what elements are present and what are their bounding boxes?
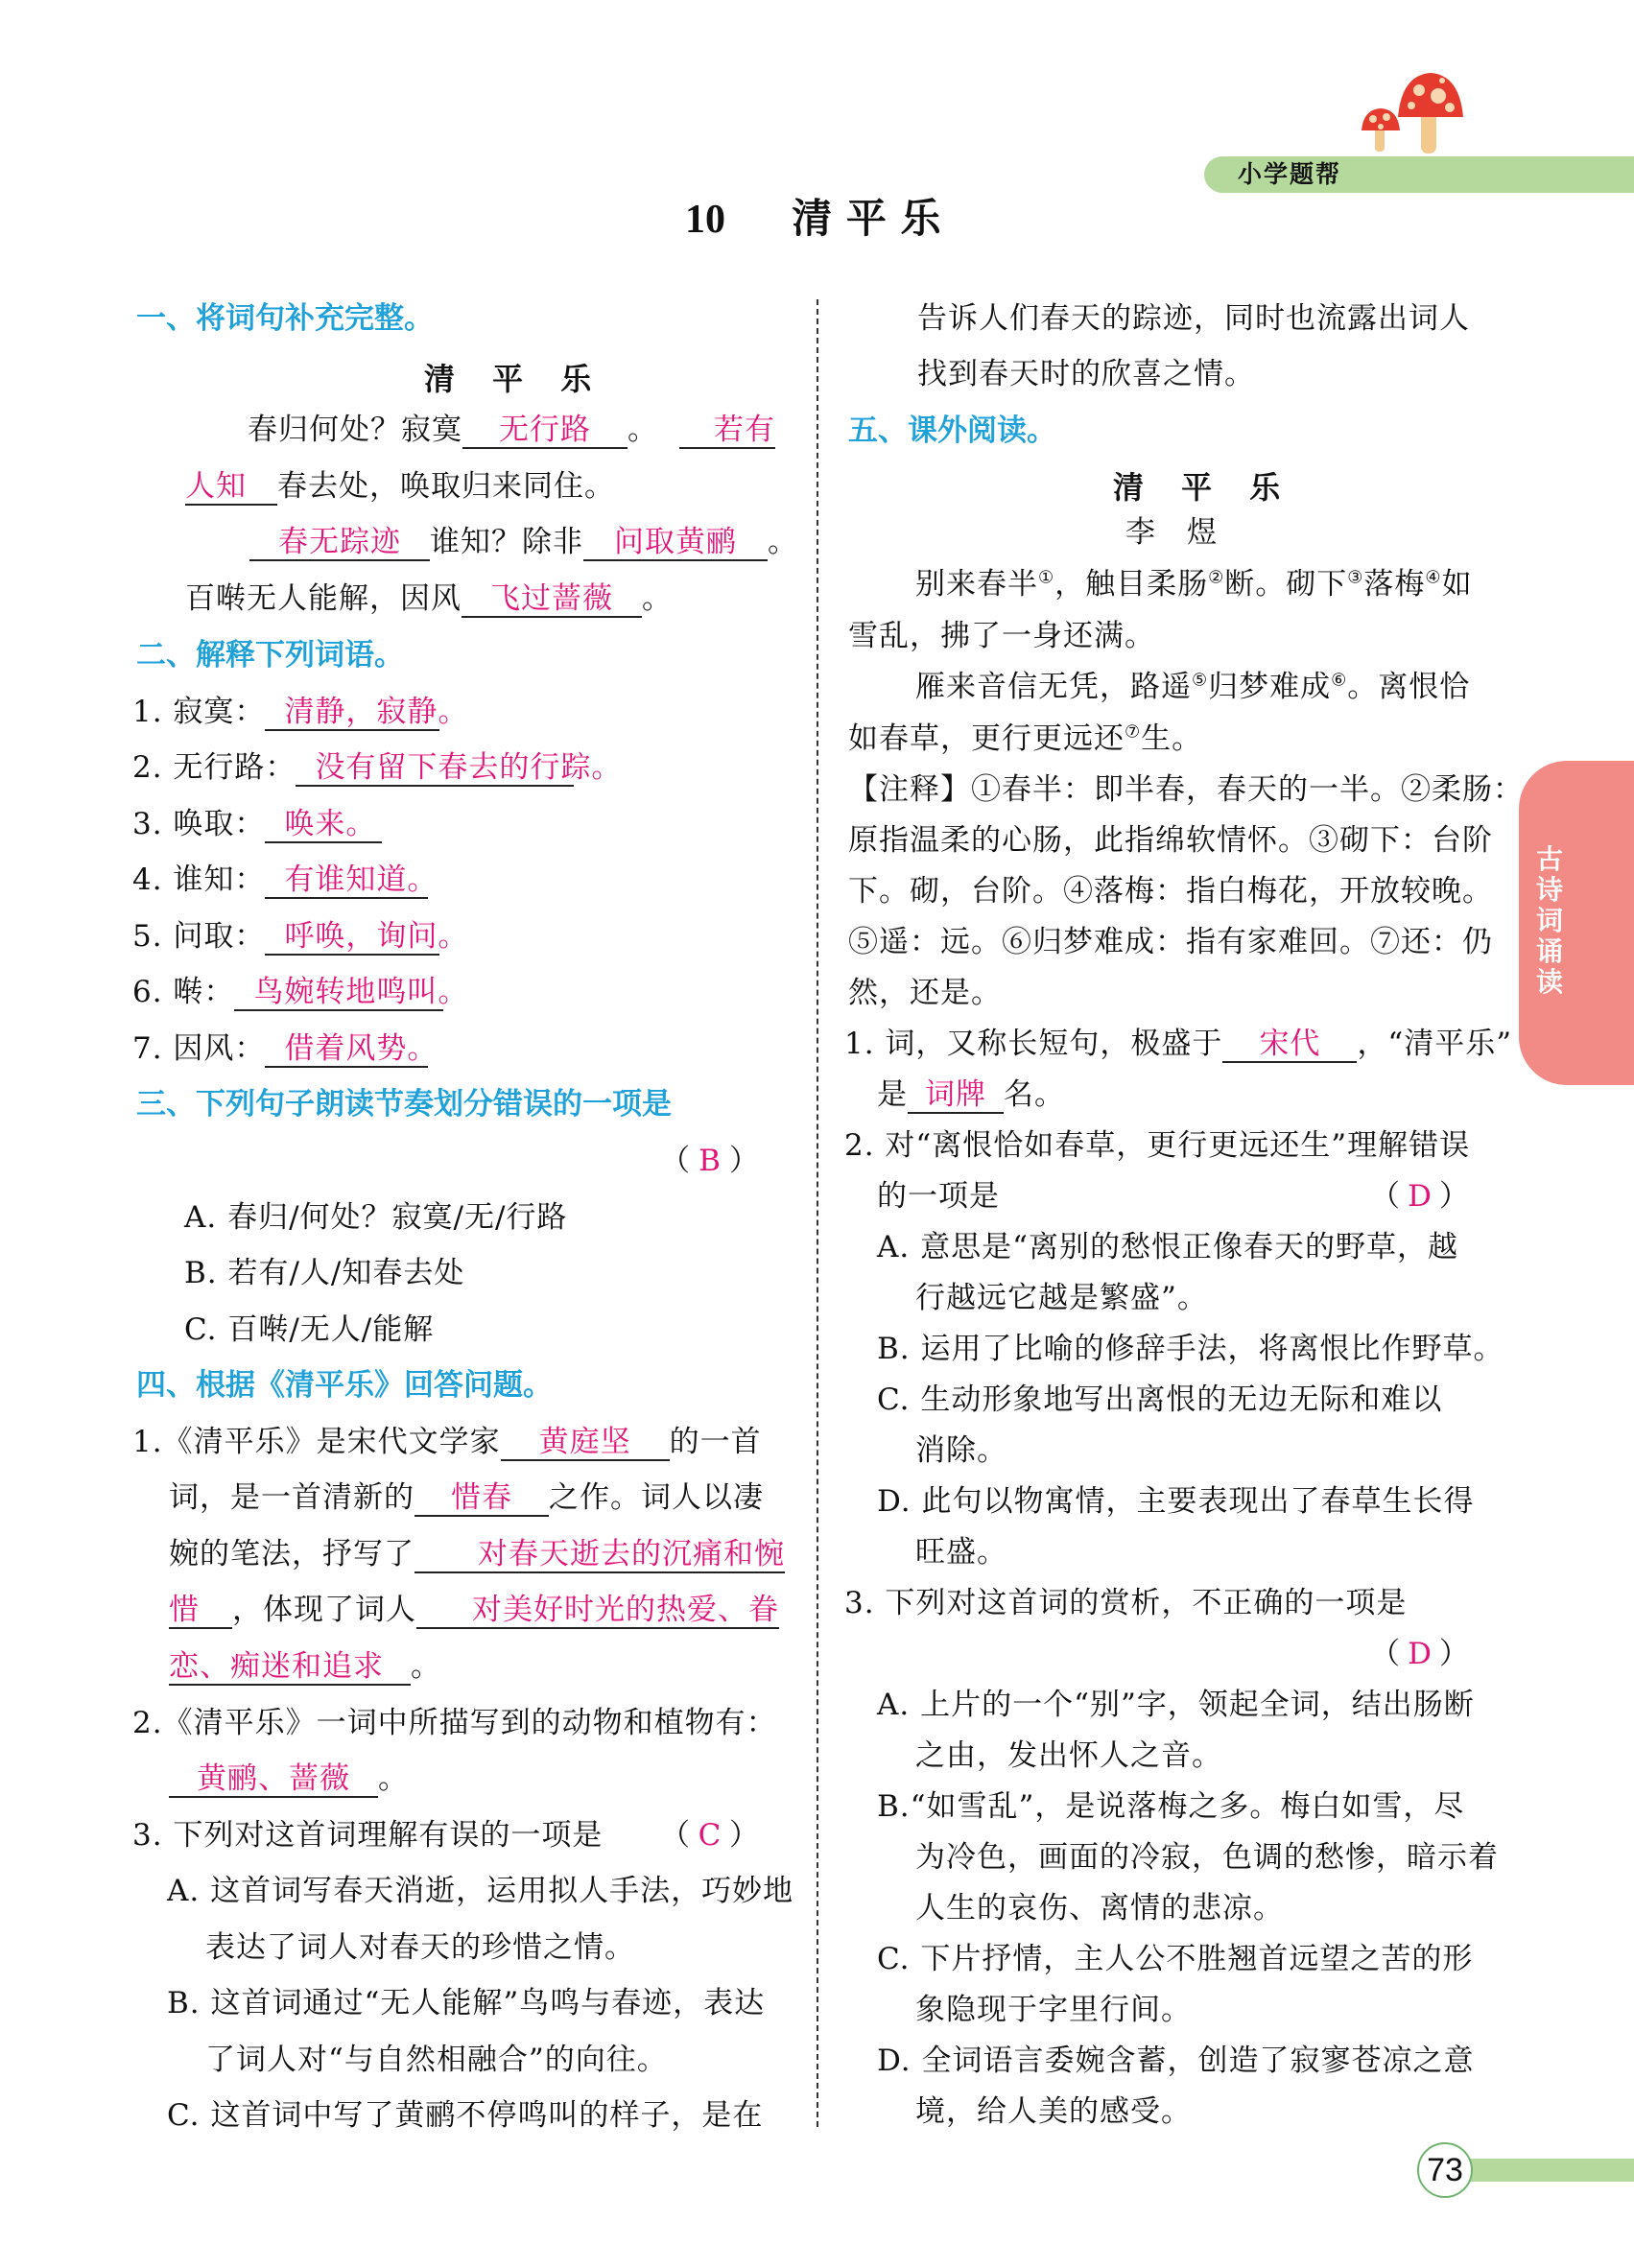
mushroom-icon bbox=[1358, 59, 1473, 155]
answer-blank: 呼唤，询问。 bbox=[265, 919, 439, 956]
answer-blank: 黄鹂、蔷薇 bbox=[169, 1761, 378, 1798]
option-b: B. 若有/人/知春去处 bbox=[184, 1256, 465, 1290]
section-4-heading: 四、根据《清平乐》回答问题。 bbox=[136, 1368, 553, 1403]
poem-title: 清 平 乐 bbox=[424, 361, 605, 397]
reading-line-4: 如春草，更行更远还⑦生。 bbox=[848, 721, 1203, 756]
term-row: 6. 啭： 鸟婉转地鸣叫。 bbox=[132, 975, 469, 1009]
poem-line-1: 春归何处？寂寞 无行路 。 若有 bbox=[248, 413, 775, 447]
answer-blank: 春无踪迹 bbox=[249, 525, 430, 561]
answer-blank: 宋代 bbox=[1222, 1027, 1357, 1063]
page-number: 73 bbox=[1417, 2142, 1473, 2198]
r-q3-option-c: C. 下片抒情，主人公不胜翘首远望之苦的形 bbox=[877, 1942, 1474, 1976]
answer-bracket: （ D ） bbox=[1370, 1637, 1470, 1671]
q2-answer-line: 黄鹂、蔷薇 。 bbox=[169, 1760, 409, 1798]
answer-bracket: （ B ） bbox=[660, 1144, 760, 1178]
q3-option-b-cont: 了词人对“与自然相融合”的向往。 bbox=[205, 2043, 668, 2077]
answer-blank: 问取黄鹂 bbox=[583, 525, 768, 561]
answer-blank: 惜春 bbox=[414, 1480, 549, 1517]
q3-option-a-cont: 表达了词人对春天的珍惜之情。 bbox=[205, 1930, 635, 1965]
r-q2-option-c-cont: 消除。 bbox=[915, 1433, 1007, 1468]
term-row: 1. 寂寞： 清静，寂静。 bbox=[132, 695, 469, 729]
q3-option-a: A. 这首词写春天消逝，运用拟人手法，巧妙地 bbox=[167, 1874, 794, 1908]
option-a: A. 春归/何处？寂寞/无/行路 bbox=[184, 1200, 568, 1235]
q2-text: 2.《清平乐》一词中所描写到的动物和植物有： bbox=[132, 1706, 777, 1740]
answer-blank: 有谁知道。 bbox=[265, 862, 428, 899]
q3-option-c: C. 这首词中写了黄鹂不停鸣叫的样子，是在 bbox=[167, 2098, 764, 2133]
option-c: C. 百啭/无人/能解 bbox=[184, 1312, 435, 1347]
r-q3-option-b-cont-2: 人生的哀伤、离情的悲凉。 bbox=[915, 1891, 1284, 1925]
section-2-heading: 二、解释下列词语。 bbox=[136, 638, 404, 673]
r-q1-line-1: 1. 词，又称长短句，极盛于 宋代 ，“清平乐” bbox=[844, 1027, 1513, 1061]
q1-line-4: 惜 ，体现了词人 对美好时光的热爱、眷 bbox=[169, 1593, 779, 1627]
r-q2-option-b: B. 运用了比喻的修辞手法，将离恨比作野草。 bbox=[877, 1332, 1504, 1366]
r-q2-option-a: A. 意思是“离别的愁恨正像春天的野草，越 bbox=[877, 1230, 1458, 1264]
q3-option-b: B. 这首词通过“无人能解”鸟鸣与春迹，表达 bbox=[167, 1986, 766, 2020]
q1-line-2: 词，是一首清新的 惜春 之作。词人以凄 bbox=[169, 1480, 764, 1515]
page-title bbox=[685, 192, 941, 247]
poem-line-4: 百啭无人能解，因风 飞过蔷薇 。 bbox=[185, 581, 673, 616]
poem-line-2: 人知 春去处，唤取归来同住。 bbox=[185, 469, 615, 504]
answer-blank: 词牌 bbox=[908, 1077, 1004, 1114]
q3-option-c-cont: 告诉人们春天的踪迹，同时也流露出词人 bbox=[917, 301, 1470, 336]
section-5-heading: 五、课外阅读。 bbox=[848, 413, 1056, 448]
r-q3-option-b-cont: 为冷色，画面的冷寂，色调的愁惨，暗示着 bbox=[915, 1840, 1499, 1875]
choice-answer: D bbox=[1408, 1637, 1433, 1671]
notes-line: ⑤遥：远。⑥归梦难成：指有家难回。⑦还：仍 bbox=[848, 925, 1493, 959]
column-divider bbox=[817, 299, 818, 2127]
term-row: 2. 无行路： 没有留下春去的行踪。 bbox=[132, 750, 623, 785]
answer-blank: 对春天逝去的沉痛和惋 bbox=[414, 1537, 785, 1573]
page-bar bbox=[1463, 2159, 1634, 2182]
r-q3-option-c-cont: 象隐现于字里行间。 bbox=[915, 1993, 1192, 2027]
r-q2-option-d-cont: 旺盛。 bbox=[915, 1535, 1007, 1570]
answer-blank: 唤来。 bbox=[265, 807, 382, 843]
notes-line: 原指温柔的心肠，此指绵软情怀。③砌下：台阶 bbox=[848, 823, 1493, 858]
answer-blank: 清静，寂静。 bbox=[265, 695, 439, 731]
poem-line-3: 春无踪迹 谁知？除非 问取黄鹂 。 bbox=[249, 523, 798, 561]
r-q3-option-d: D. 全词语言委婉含蓄，创造了寂寥苍凉之意 bbox=[877, 2044, 1475, 2078]
choice-answer: B bbox=[699, 1144, 722, 1178]
lesson-title: 清 平 乐 bbox=[792, 195, 941, 242]
answer-blank: 人知 bbox=[185, 469, 277, 506]
r-q2-option-c: C. 生动形象地写出离恨的无边无际和难以 bbox=[877, 1382, 1443, 1417]
answer-bracket: （ D ） bbox=[1370, 1179, 1470, 1214]
section-1-heading: 一、将词句补充完整。 bbox=[136, 301, 434, 336]
answer-blank: 没有留下春去的行踪。 bbox=[296, 750, 574, 787]
reading-author: 李 煜 bbox=[1125, 515, 1218, 550]
r-q3-line-1: 3. 下列对这首词的赏析，不正确的一项是 bbox=[844, 1586, 1408, 1620]
reading-poem-title: 清 平 乐 bbox=[1113, 469, 1294, 506]
answer-blank: 惜 bbox=[169, 1593, 232, 1629]
answer-blank: 对美好时光的热爱、眷 bbox=[416, 1593, 779, 1629]
choice-answer: C bbox=[698, 1818, 722, 1853]
r-q1-line-2: 是 词牌 名。 bbox=[877, 1077, 1065, 1112]
notes-line: 【注释】①春半：即半春，春天的一半。②柔肠： bbox=[848, 772, 1524, 807]
brand-label: 小学题帮 bbox=[1238, 160, 1342, 188]
answer-blank: 若有 bbox=[679, 413, 775, 449]
answer-blank: 飞过蔷薇 bbox=[462, 581, 642, 618]
side-tab-label: 古诗词诵读 bbox=[1535, 843, 1563, 998]
r-q2-line-1: 2. 对“离恨恰如春草，更行更远还生”理解错误 bbox=[844, 1128, 1471, 1163]
answer-blank: 黄庭坚 bbox=[501, 1425, 670, 1461]
r-q2-option-a-cont: 行越远它越是繁盛”。 bbox=[915, 1281, 1208, 1315]
r-q2-option-d: D. 此句以物寓情，主要表现出了春草生长得 bbox=[877, 1484, 1475, 1519]
term-row: 7. 因风： 借着风势。 bbox=[132, 1031, 438, 1066]
lesson-number: 10 bbox=[685, 198, 725, 242]
answer-blank: 恋、痴迷和追求 bbox=[169, 1649, 411, 1686]
reading-line-2: 雪乱，拂了一身还满。 bbox=[848, 619, 1155, 653]
reading-line-1: 别来春半①，触目柔肠②断。砌下③落梅④如 bbox=[915, 567, 1473, 602]
section-3-heading: 三、下列句子朗读节奏划分错误的一项是 bbox=[136, 1087, 672, 1122]
q1-line-3: 婉的笔法，抒写了 对春天逝去的沉痛和惋 bbox=[169, 1537, 785, 1571]
r-q3-option-b: B.“如雪乱”，是说落梅之多。梅白如雪，尽 bbox=[877, 1789, 1465, 1824]
r-q3-option-a: A. 上片的一个“别”字，领起全词，结出肠断 bbox=[877, 1688, 1475, 1722]
answer-blank: 借着风势。 bbox=[265, 1031, 428, 1068]
notes-line: 然，还是。 bbox=[848, 976, 1002, 1010]
q1-line-5: 恋、痴迷和追求 。 bbox=[169, 1649, 441, 1684]
r-q3-option-a-cont: 之由，发出怀人之音。 bbox=[915, 1738, 1222, 1773]
term-row: 3. 唤取： 唤来。 bbox=[132, 805, 382, 843]
notes-line: 下。砌，台阶。④落梅：指白梅花，开放较晚。 bbox=[848, 874, 1493, 909]
term-row: 5. 问取： 呼唤，询问。 bbox=[132, 919, 469, 954]
r-q2-line-2: 的一项是 bbox=[877, 1179, 1000, 1214]
reading-line-3: 雁来音信无凭，路遥⑤归梦难成⑥。离恨恰 bbox=[915, 670, 1471, 704]
answer-blank: 无行路 bbox=[462, 413, 628, 449]
term-row: 4. 谁知： 有谁知道。 bbox=[132, 862, 438, 897]
answer-bracket: （ C ） bbox=[660, 1818, 760, 1853]
q3-option-c-cont-2: 找到春天时的欣喜之情。 bbox=[917, 357, 1255, 391]
q1-line-1: 1.《清平乐》是宋代文学家 黄庭坚 的一首 bbox=[132, 1425, 762, 1459]
answer-blank: 鸟婉转地鸣叫。 bbox=[234, 975, 443, 1011]
r-q3-option-d-cont: 境，给人美的感受。 bbox=[915, 2094, 1192, 2129]
q3-text: 3. 下列对这首词理解有误的一项是 bbox=[132, 1818, 604, 1853]
choice-answer: D bbox=[1408, 1179, 1433, 1214]
